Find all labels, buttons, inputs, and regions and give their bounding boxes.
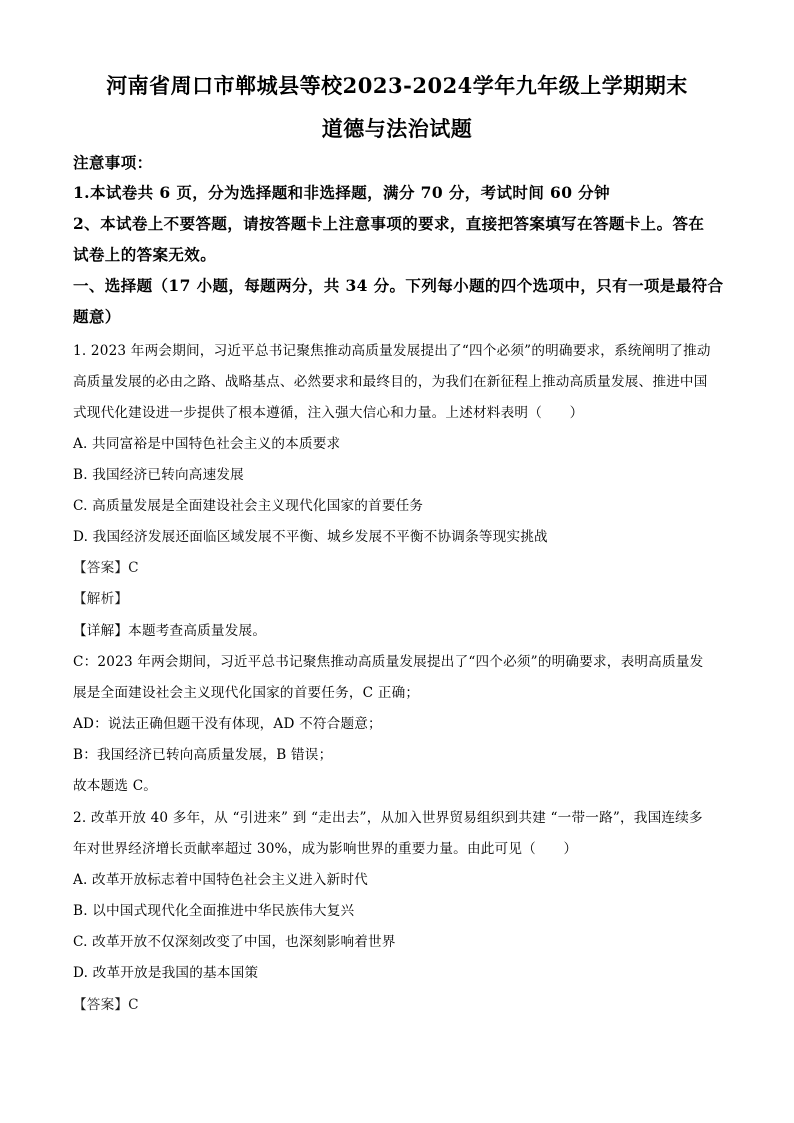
q1-option-c: C. 高质量发展是全面建设社会主义现代化国家的首要任务 <box>73 498 424 514</box>
q2-option-d: D. 改革开放是我国的基本国策 <box>73 965 259 981</box>
notice-item-2-cont: 试卷上的答案无效。 <box>73 245 217 264</box>
q1-option-b: B. 我国经济已转向高速发展 <box>73 467 244 483</box>
q2-option-a: A. 改革开放标志着中国特色社会主义进入新时代 <box>73 872 368 888</box>
exam-subject-title: 道德与法治试题 <box>321 116 473 141</box>
q1-detail-line: AD：说法正确但题干没有体现，AD 不符合题意； <box>73 716 382 732</box>
notice-heading: 注意事项： <box>73 153 153 172</box>
exam-title: 河南省周口市郸城县等校2023-2024学年九年级上学期期末 <box>106 73 688 98</box>
q2-stem-line: 2. 改革开放 40 多年，从 “引进来” 到 “走出去”，从加入世界贸易组织到共建 “一带一路”，我国连续多 <box>73 810 703 826</box>
notice-item-2: 2、本试卷上不要答题，请按答题卡上注意事项的要求，直接把答案填写在答题卡上。答在 <box>73 214 705 233</box>
q2-option-c: C. 改革开放不仅深刻改变了中国，也深刻影响着世界 <box>73 934 396 950</box>
q2-stem-line: 年对世界经济增长贡献率超过 30%，成为影响世界的重要力量。由此可见（ ） <box>73 841 578 857</box>
q1-detail-line: 展是全面建设社会主义现代化国家的首要任务，C 正确； <box>73 685 420 701</box>
q1-stem-line: 高质量发展的必由之路、战略基点、必然要求和最终目的，为我们在新征程上推动高质量发展、推进中国 <box>73 374 708 390</box>
q1-detail-line: B：我国经济已转向高质量发展，B 错误； <box>73 747 333 763</box>
q1-detail-line: 故本题选 C。 <box>73 778 158 794</box>
q1-analysis-label: 【解析】 <box>73 591 129 607</box>
q1-stem-line: 式现代化建设进一步提供了根本遵循，注入强大信心和力量。上述材料表明（ ） <box>73 405 584 421</box>
q1-detail-line: 【详解】本题考查高质量发展。 <box>73 623 267 639</box>
notice-item-1: 1.本试卷共 6 页，分为选择题和非选择题，满分 70 分，考试时间 60 分钟 <box>73 183 610 202</box>
q1-stem-line: 1. 2023 年两会期间，习近平总书记聚焦推动高质量发展提出了“四个必须”的明确要求，系统阐明了推动 <box>73 343 711 359</box>
q1-option-a: A. 共同富裕是中国特色社会主义的本质要求 <box>73 436 341 452</box>
section-heading: 一、选择题（17 小题，每题两分，共 34 分。下列每小题的四个选项中，只有一项是最符合 <box>73 276 724 295</box>
q1-answer: 【答案】C <box>73 560 139 576</box>
section-heading-cont: 题意） <box>73 307 121 326</box>
q1-detail-line: C：2023 年两会期间，习近平总书记聚焦推动高质量发展提出了“四个必须”的明确要求，表明高质量发 <box>73 654 704 670</box>
q2-option-b: B. 以中国式现代化全面推进中华民族伟大复兴 <box>73 903 355 919</box>
q2-answer: 【答案】C <box>73 997 139 1013</box>
q1-option-d: D. 我国经济发展还面临区域发展不平衡、城乡发展不平衡不协调条等现实挑战 <box>73 529 548 545</box>
